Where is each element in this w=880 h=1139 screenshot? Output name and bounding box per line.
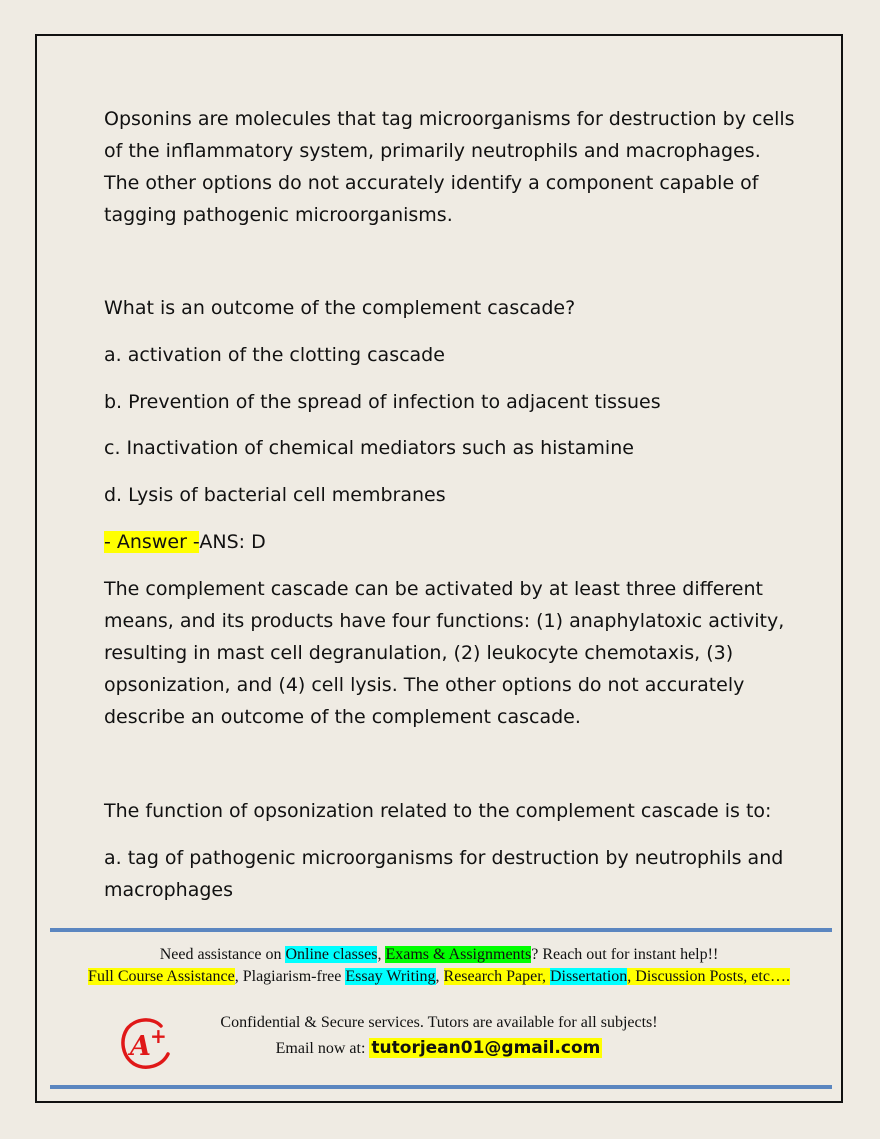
online-classes-link: Online classes xyxy=(285,946,378,963)
footer-text: ? Reach out for instant help!! xyxy=(531,946,719,963)
question2-prompt: The function of opsonization related to the complement cascade is to: xyxy=(104,800,772,822)
footer-confidential: Confidential & Secure services. Tutors are available for all subjects! xyxy=(220,1014,658,1031)
question1-rationale xyxy=(104,573,804,733)
intro-line: tagging pathogenic microorganisms. xyxy=(104,204,453,226)
svg-text:A: A xyxy=(130,1031,151,1062)
discussion-posts-link: Discussion Posts, etc…. xyxy=(635,968,790,985)
rationale-line: describe an outcome of the complement cascade. xyxy=(104,706,581,728)
intro-line: of the inflammatory system, primarily neutrophils and macrophages. xyxy=(104,140,761,162)
answer-label: - Answer - xyxy=(104,531,200,553)
footer-line-1 xyxy=(37,946,841,964)
rationale-line: means, and its products have four functions: (1) anaphylatoxic activity, xyxy=(104,610,785,632)
question1-option-c: c. Inactivation of chemical mediators such as histamine xyxy=(104,437,634,459)
email-link[interactable]: tutorjean01@gmail.com xyxy=(371,1038,601,1058)
research-paper-link: Research Paper, xyxy=(443,968,550,985)
essay-writing-link: Essay Writing xyxy=(345,968,436,985)
footer-text: , xyxy=(377,946,386,963)
full-course-link: Full Course Assistance xyxy=(88,968,235,985)
answer-value: ANS: D xyxy=(199,531,266,553)
footer-bottom-rule xyxy=(50,1085,832,1089)
rationale-line: opsonization, and (4) cell lysis. The other options do not accurately xyxy=(104,674,745,696)
footer-line-2 xyxy=(37,968,841,986)
footer-email-line xyxy=(37,1038,841,1058)
svg-text:+: + xyxy=(150,1024,167,1048)
intro-line: Opsonins are molecules that tag microorganisms for destruction by cells xyxy=(104,108,795,130)
footer-top-rule xyxy=(50,928,832,932)
question1-answer xyxy=(104,526,804,558)
question1-option-a: a. activation of the clotting cascade xyxy=(104,344,445,366)
rationale-line: resulting in mast cell degranulation, (2) leukocyte chemotaxis, (3) xyxy=(104,642,734,664)
dissertation-link: Dissertation xyxy=(549,968,628,985)
option-line: macrophages xyxy=(104,879,234,901)
footer-text: Need assistance on xyxy=(159,946,286,963)
footer-text: , xyxy=(435,968,444,985)
email-label: Email now at: xyxy=(275,1040,370,1057)
footer-text: , xyxy=(627,968,636,985)
intro-paragraph xyxy=(104,103,804,231)
rationale-line: The complement cascade can be activated by at least three different xyxy=(104,578,763,600)
intro-line: The other options do not accurately identify a component capable of xyxy=(104,172,759,194)
question1-option-d: d. Lysis of bacterial cell membranes xyxy=(104,484,446,506)
exams-assignments-link: Exams & Assignments xyxy=(385,946,532,963)
option-line: a. tag of pathogenic microorganisms for destruction by neutrophils and xyxy=(104,847,784,869)
question1-prompt: What is an outcome of the complement cascade? xyxy=(104,297,576,319)
question2-option-a xyxy=(104,842,804,906)
footer-text: , Plagiarism-free xyxy=(234,968,346,985)
question1-option-b: b. Prevention of the spread of infection to adjacent tissues xyxy=(104,391,661,413)
